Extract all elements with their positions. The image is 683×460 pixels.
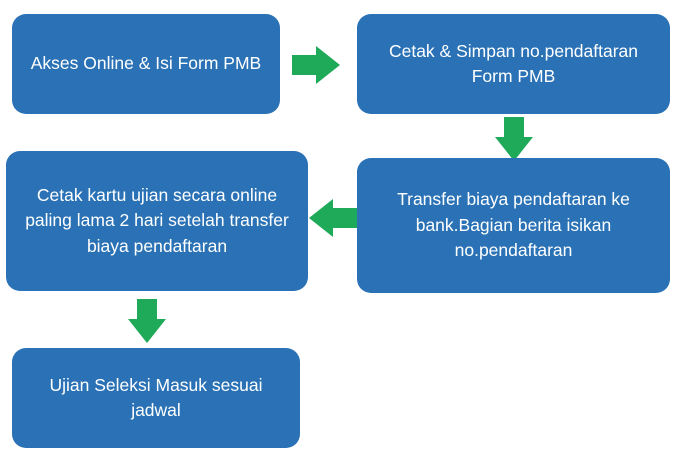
node-step1-label: Akses Online & Isi Form PMB (30, 53, 262, 74)
node-step1[interactable] (12, 14, 280, 114)
node-step4[interactable] (6, 151, 308, 291)
node-step3[interactable] (357, 158, 670, 293)
node-step5-label: Ujian Seleksi Masuk sesuai jadwal (49, 374, 263, 420)
arrow-shaft (137, 299, 157, 321)
arrow-shaft (504, 117, 524, 139)
arrow-step3-to-step4 (307, 199, 357, 237)
node-step4-label: Cetak kartu ujian secara online paling lama 2 hari setelah transfer biaya pendaftaran (25, 184, 289, 256)
arrow-step4-to-step5 (128, 299, 166, 345)
node-step3-label: Transfer biaya pendaftaran ke bank.Bagian berita isikan no.pendaftaran (397, 189, 630, 261)
arrow-head (128, 319, 166, 343)
node-step2[interactable] (357, 14, 670, 114)
arrow-shaft (331, 208, 357, 228)
node-step2-label: Cetak & Simpan no.pendaftaran Form PMB (388, 40, 639, 86)
arrow-head (309, 199, 333, 237)
arrow-shaft (292, 55, 318, 75)
arrow-step2-to-step3 (495, 117, 533, 163)
arrow-head (316, 46, 340, 84)
node-step5[interactable] (12, 348, 300, 448)
arrow-step1-to-step2 (292, 46, 342, 84)
